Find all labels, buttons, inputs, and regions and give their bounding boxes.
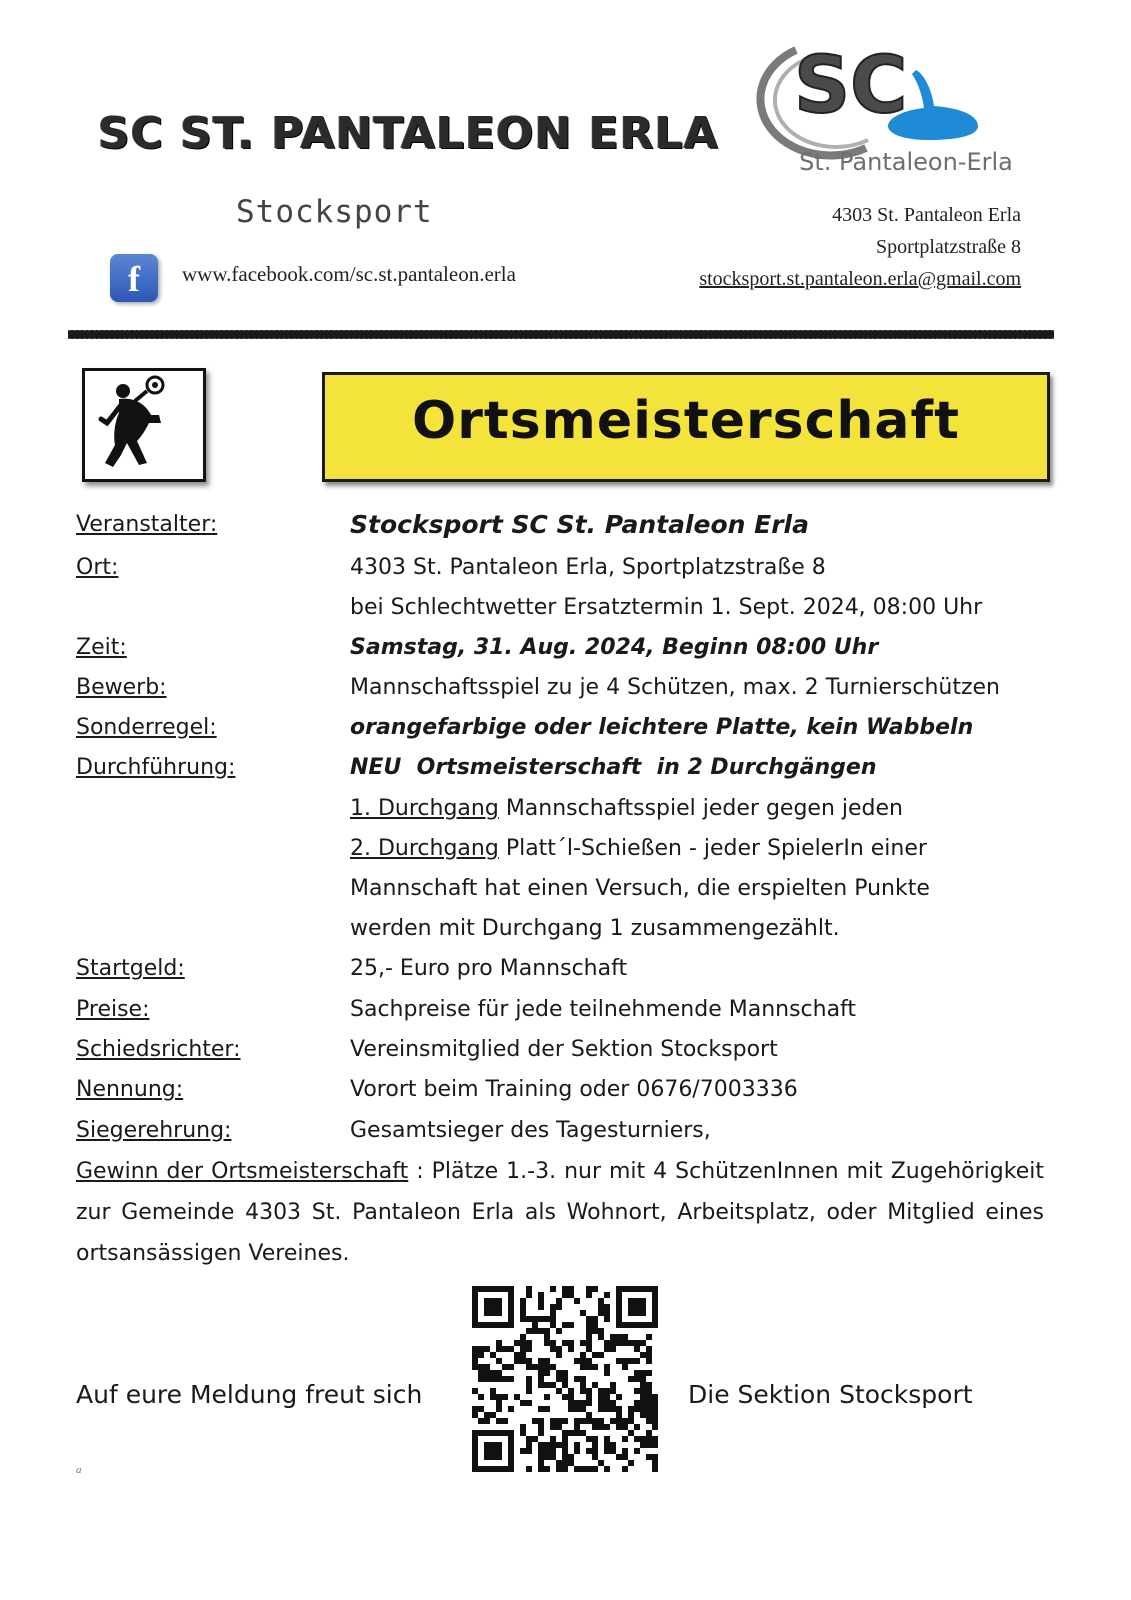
detail-value: Vorort beim Training oder 0676/7003336 [350, 1077, 798, 1102]
footer-signature: Die Sektion Stocksport [688, 1380, 973, 1409]
logo-text: SC [794, 41, 908, 131]
detail-label: Siegerehrung: [76, 1118, 232, 1143]
detail-row-referee [76, 1030, 1056, 1070]
detail-row-location [76, 548, 1056, 588]
email-link[interactable]: stocksport.st.pantaleon.erla@gmail.com [699, 268, 1021, 290]
round-2-label: 2. Durchgang [350, 836, 499, 861]
title-banner [322, 372, 1050, 482]
qr-finder-pattern [472, 1286, 514, 1328]
detail-label: Ort: [76, 555, 119, 580]
detail-value: Stocksport SC St. Pantaleon Erla [350, 510, 809, 539]
detail-label: Sonderregel: [76, 715, 217, 740]
detail-row-time [76, 628, 1056, 668]
detail-label: Veranstalter: [76, 512, 218, 537]
detail-row-competition [76, 668, 1056, 708]
detail-value: Vereinsmitglied der Sektion Stocksport [350, 1037, 778, 1062]
detail-value: werden mit Durchgang 1 zusammengezählt. [350, 916, 840, 941]
detail-label: Preise: [76, 997, 150, 1022]
detail-row-registration [76, 1070, 1056, 1110]
detail-value: Mannschaftsspiel jeder gegen jeden [498, 796, 903, 821]
detail-value: Platt´l-Schießen - jeder SpielerIn einer [498, 836, 927, 861]
round-1-label: 1. Durchgang [350, 796, 499, 821]
banner-title: Ortsmeisterschaft [411, 391, 961, 451]
detail-row-round-2-cont [76, 869, 1056, 909]
detail-value: bei Schlechtwetter Ersatztermin 1. Sept. 2024, 08:00 Uhr [350, 595, 983, 620]
detail-value: Gesamtsieger des Tagesturniers, [350, 1118, 711, 1143]
address-line-2: Sportplatzstraße 8 [876, 236, 1021, 258]
facebook-link[interactable]: www.facebook.com/sc.st.pantaleon.erla [182, 262, 516, 286]
detail-row-round-2 [76, 829, 1056, 869]
tiny-mark: a [76, 1464, 82, 1476]
detail-label: Durchführung: [76, 755, 236, 780]
detail-row-organizer [76, 505, 1056, 545]
detail-label: Nennung: [76, 1077, 184, 1102]
detail-value: Mannschaft hat einen Versuch, die erspielten Punkte [350, 876, 930, 901]
detail-value: Sachpreise für jede teilnehmende Mannschaft [350, 997, 857, 1022]
facebook-icon[interactable]: f [110, 254, 158, 302]
rules-label: Gewinn der Ortsmeisterschaft [76, 1159, 409, 1184]
qr-code[interactable] [472, 1286, 658, 1472]
detail-label: Schiedsrichter: [76, 1037, 241, 1062]
detail-row-special-rule [76, 708, 1056, 748]
detail-row-round-2-cont2 [76, 909, 1056, 949]
detail-row-location-alt [76, 588, 1056, 628]
stock-player-icon [85, 371, 203, 479]
detail-row-round-1 [76, 789, 1056, 829]
club-logo [756, 30, 1056, 180]
divider [68, 330, 1054, 339]
detail-label: Bewerb: [76, 675, 167, 700]
player-pictogram [82, 368, 206, 482]
club-title: SC ST. PANTALEON ERLA [98, 108, 719, 159]
detail-label: Startgeld: [76, 956, 185, 981]
detail-value: 25,- Euro pro Mannschaft [350, 956, 628, 981]
detail-row-award-ceremony [76, 1111, 1056, 1151]
qr-finder-pattern [616, 1286, 658, 1328]
logo-caption: St. Pantaleon-Erla [799, 148, 1013, 176]
detail-row-execution [76, 748, 1056, 788]
rules-text: : Plätze 1.-3. nur mit 4 SchützenInnen mit Zugehörigkeit zur Gemeinde 4303 St. Pantaleon Erla als Wohnort, Arbeitsplatz, oder Mitglied eines ortsansässigen Vereines. [76, 1159, 1044, 1266]
detail-value: NEU Ortsmeisterschaft in 2 Durchgängen [350, 755, 877, 780]
detail-value: orangefarbige oder leichtere Platte, kein Wabbeln [350, 715, 974, 740]
championship-rules [76, 1151, 1044, 1274]
detail-row-entry-fee [76, 949, 1056, 989]
subtitle: Stocksport [236, 194, 433, 230]
qr-finder-pattern [472, 1430, 514, 1472]
address-line-1: 4303 St. Pantaleon Erla [832, 204, 1021, 226]
detail-value: 4303 St. Pantaleon Erla, Sportplatzstraße 8 [350, 555, 826, 580]
footer-greeting: Auf eure Meldung freut sich [76, 1380, 423, 1409]
detail-row-prizes [76, 990, 1056, 1030]
detail-value: Samstag, 31. Aug. 2024, Beginn 08:00 Uhr [350, 635, 879, 660]
detail-value: Mannschaftsspiel zu je 4 Schützen, max. 2 Turnierschützen [350, 675, 1000, 700]
detail-label: Zeit: [76, 635, 127, 660]
